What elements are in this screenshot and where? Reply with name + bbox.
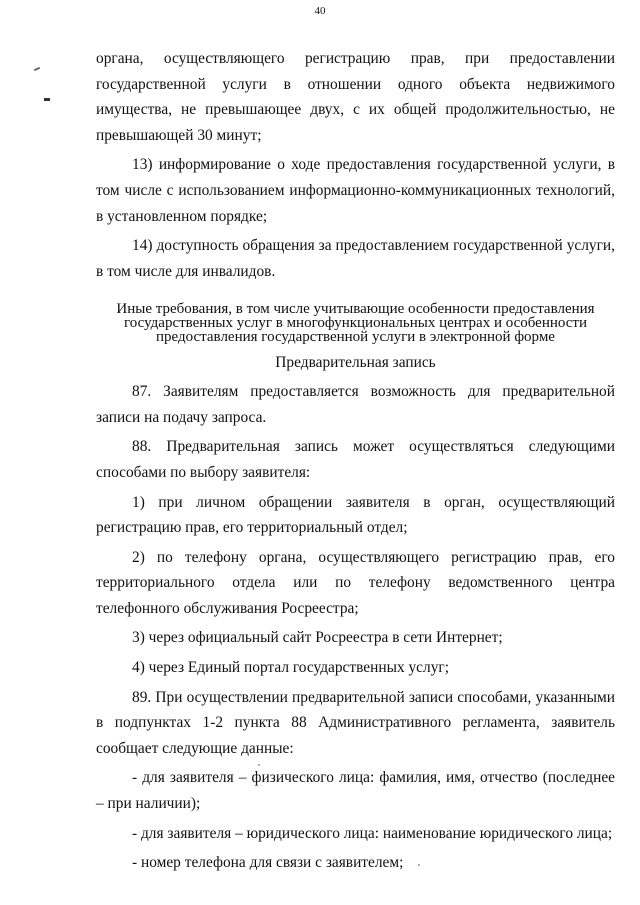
list-item: - номер телефона для связи с заявителем; [132,854,404,872]
list-item: - для заявителя – физического лица: фамилия, имя, отчество (последнее – при наличии); [96,769,615,813]
page-number: 40 [314,5,326,17]
list-item: 4) через Единый портал государственных услуг; [132,659,449,677]
paragraph: органа, осуществляющего регистрацию прав, при предоставлении государственной услуги в отношении одного объекта недвижимого имущества, не превышающее двух, с их общей продолжительностью, не превышающей 30 минут; [96,50,615,144]
paragraph: 13) информирование о ходе предоставления государственной услуги, в том числе с использованием информационно-коммуникационных технологий, в установленном порядке; [96,156,615,225]
scan-mark [44,98,50,101]
document-body [96,46,615,876]
scan-mark [34,67,40,71]
subheading: Предварительная запись [275,354,436,372]
section-heading: Иные требования, в том числе учитывающие особенности предоставления государственных услуг в многофункциональных центрах и особенности предоставления государственной услуги в электронной форме [116,301,595,345]
paragraph: 14) доступность обращения за предоставлением государственной услуги, в том числе для инвалидов. [96,237,615,280]
list-item: 3) через официальный сайт Росреестра в сети Интернет; [132,629,503,647]
list-item: 2) по телефону органа, осуществляющего регистрацию прав, его территориального отдела или по телефону ведомственного центра телефонного обслуживания Росреестра; [96,548,615,617]
paragraph: 87. Заявителям предоставляется возможность для предварительной записи на подачу запроса. [96,383,615,426]
list-item: 1) при личном обращении заявителя в орган, осуществляющий регистрацию прав, его территориальный отдел; [96,493,615,537]
paragraph: 88. Предварительная запись может осуществляться следующими способами по выбору заявителя: [96,438,615,481]
paragraph: 89. При осуществлении предварительной записи способами, указанными в подпунктах 1-2 пункта 88 Административного регламента, заявитель сообщает следующие данные: [96,688,615,757]
list-item: - для заявителя – юридического лица: наименование юридического лица; [132,824,613,842]
